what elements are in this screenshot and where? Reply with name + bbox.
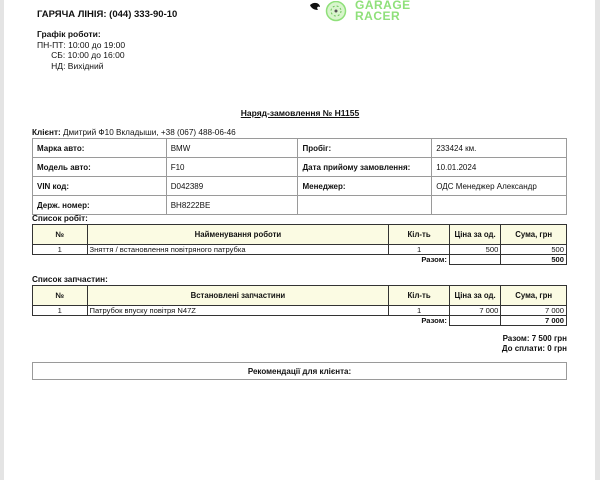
empty-cell [432, 196, 567, 215]
mileage-value: 233424 км. [432, 139, 567, 158]
vin-value: D042389 [166, 177, 298, 196]
col-name: Найменування роботи [87, 225, 389, 245]
col-name: Встановлені запчастини [87, 286, 389, 306]
client-label: Клієнт: [32, 128, 61, 137]
manager-value: ОДС Менеджер Александр [432, 177, 567, 196]
order-date-label: Дата прийому замовлення: [298, 158, 432, 177]
row-qty: 1 [389, 306, 450, 316]
page-edge-right [595, 0, 600, 480]
car-model-value: F10 [166, 158, 298, 177]
table-header-row [33, 225, 567, 245]
mileage-label: Пробіг: [298, 139, 432, 158]
work-schedule [37, 29, 125, 71]
client-info [32, 128, 236, 137]
table-row [33, 196, 567, 215]
col-price: Ціна за од. [449, 286, 500, 306]
col-sum: Сума, грн [501, 286, 567, 306]
works-table [32, 224, 567, 265]
row-name: Зняття / встановлення повітряного патрубка [87, 245, 389, 255]
empty-cell [298, 196, 432, 215]
table-row [33, 306, 567, 316]
empty-cell [449, 255, 500, 265]
car-make-label: Марка авто: [33, 139, 167, 158]
table-row [33, 177, 567, 196]
car-make-value: BMW [166, 139, 298, 158]
col-qty: Кіл-ть [389, 286, 450, 306]
col-sum: Сума, грн [501, 225, 567, 245]
row-name: Патрубок впуску повітря N47Z [87, 306, 389, 316]
manager-label: Менеджер: [298, 177, 432, 196]
works-total-label: Разом: [421, 255, 447, 265]
plate-label: Держ. номер: [33, 196, 167, 215]
garage-racer-logo [308, 0, 411, 23]
logo-text: GARAGE RACER [355, 0, 411, 23]
table-row [33, 139, 567, 158]
schedule-saturday: СБ: 10:00 до 16:00 [37, 50, 125, 60]
parts-table [32, 285, 567, 326]
row-price: 500 [449, 245, 500, 255]
plate-value: BH8222BE [166, 196, 298, 215]
hotline: ГАРЯЧА ЛІНІЯ: (044) 333-90-10 [37, 9, 178, 20]
parts-total-label: Разом: [421, 316, 447, 326]
col-num: № [33, 225, 88, 245]
grand-total: Разом: 7 500 грн [502, 334, 567, 343]
row-num: 1 [33, 245, 88, 255]
vin-label: VIN код: [33, 177, 167, 196]
parts-label: Список запчастин: [32, 275, 108, 284]
page-edge-left [0, 0, 4, 480]
total-row [33, 255, 567, 265]
car-model-label: Модель авто: [33, 158, 167, 177]
table-row [33, 245, 567, 255]
client-value: Дмитрий Ф10 Вкладыши, +38 (067) 488-06-46 [60, 128, 236, 137]
total-row [33, 316, 567, 326]
col-qty: Кіл-ть [389, 225, 450, 245]
table-header-row [33, 286, 567, 306]
works-label: Список робіт: [32, 214, 88, 223]
parts-total-value: 7 000 [501, 316, 567, 326]
works-total-value: 500 [501, 255, 567, 265]
summary-block [502, 334, 567, 354]
order-title: Наряд-замовлення № Н1155 [240, 108, 360, 118]
schedule-weekdays: ПН-ПТ: 10:00 до 19:00 [37, 39, 126, 50]
col-num: № [33, 286, 88, 306]
schedule-title: Графік роботи: [37, 29, 101, 39]
car-info-table [32, 138, 567, 215]
wheel-flame-icon [308, 1, 352, 23]
order-date-value: 10.01.2024 [432, 158, 567, 177]
amount-due: До сплати: 0 грн [501, 344, 567, 353]
schedule-sunday: НД: Вихідний [37, 60, 104, 71]
row-qty: 1 [389, 245, 450, 255]
row-sum: 500 [501, 245, 567, 255]
col-price: Ціна за од. [449, 225, 500, 245]
row-num: 1 [33, 306, 88, 316]
empty-cell [449, 316, 500, 326]
table-row [33, 158, 567, 177]
recommendations-box: Рекомендації для клієнта: [32, 362, 567, 380]
row-sum: 7 000 [501, 306, 567, 316]
row-price: 7 000 [449, 306, 500, 316]
